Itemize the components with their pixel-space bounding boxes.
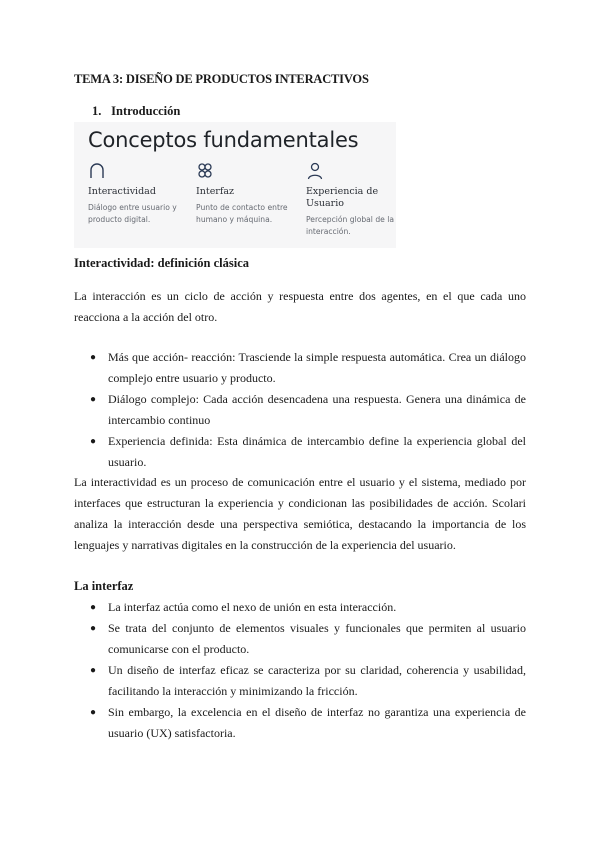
heading-la-interfaz: La interfaz: [74, 579, 134, 593]
interfaz-bullets: [74, 597, 526, 744]
interactividad-bullets: [74, 347, 526, 473]
list-item: ● Experiencia definida: Esta dinámica de intercambio define la experiencia global del usuario.: [74, 431, 526, 473]
concept-desc: Punto de contacto entre humano y máquina.: [196, 203, 288, 224]
bullet-icon: ●: [90, 394, 97, 405]
concept-experiencia-usuario: [306, 162, 406, 237]
document-title: TEMA 3: DISEÑO DE PRODUCTOS INTERACTIVOS: [74, 72, 369, 86]
section-number: 1.: [92, 104, 102, 118]
concept-desc: Diálogo entre usuario y producto digital.: [88, 203, 177, 224]
arch-icon: [88, 162, 106, 180]
list-item: ● Diálogo complejo: Cada acción desencadena una respuesta. Genera una dinámica de intercambio continuo: [74, 389, 526, 431]
heading-interactividad: Interactividad: definición clásica: [74, 256, 249, 270]
bullet-icon: ●: [90, 352, 97, 363]
concept-interactividad: [88, 162, 188, 225]
body-paragraph-scolari: La interactividad es un proceso de comunicación entre el usuario y el sistema, mediado por interfaces que estructuran la experiencia y condicionan las posibilidades de acción. Scolari analiza la interacción desde una perspectiva semiótica, destacando la importancia de los lenguajes y narrativas digitales en la construcción de la experiencia del usuario.: [74, 475, 526, 552]
concepts-figure: [74, 122, 396, 248]
section-heading-introduccion: [92, 104, 180, 119]
user-icon: [306, 162, 324, 180]
section-label: Introducción: [111, 104, 181, 118]
bullet-icon: ●: [90, 623, 97, 634]
bullet-icon: ●: [90, 436, 97, 447]
list-item: ● Sin embargo, la excelencia en el diseño de interfaz no garantiza una experiencia de usuario (UX) satisfactoria.: [74, 702, 526, 744]
list-item: ● Un diseño de interfaz eficaz se caracteriza por su claridad, coherencia y usabilidad, facilitando la interacción y minimizando la fricción.: [74, 660, 526, 702]
list-item: ● Se trata del conjunto de elementos visuales y funcionales que permiten al usuario comunicarse con el producto.: [74, 618, 526, 660]
bullet-icon: ●: [90, 707, 97, 718]
figure-title: Conceptos fundamentales: [88, 128, 359, 152]
concept-title: Interfaz: [196, 186, 235, 197]
concept-title: Interactividad: [88, 186, 156, 197]
list-item: ● Más que acción- reacción: Trasciende la simple respuesta automática. Crea un diálogo complejo entre usuario y producto.: [74, 347, 526, 389]
intro-paragraph: La interacción es un ciclo de acción y respuesta entre dos agentes, en el que cada uno reacciona a la acción del otro.: [74, 289, 526, 324]
concept-title: Experiencia de Usuario: [306, 186, 379, 209]
concept-interfaz: [196, 162, 296, 225]
bullet-icon: ●: [90, 665, 97, 676]
bullet-icon: ●: [90, 602, 97, 613]
concept-desc: Percepción global de la interacción.: [306, 215, 395, 236]
list-item: ● La interfaz actúa como el nexo de unión en esta interacción.: [74, 597, 526, 618]
link-icon: [196, 162, 214, 180]
